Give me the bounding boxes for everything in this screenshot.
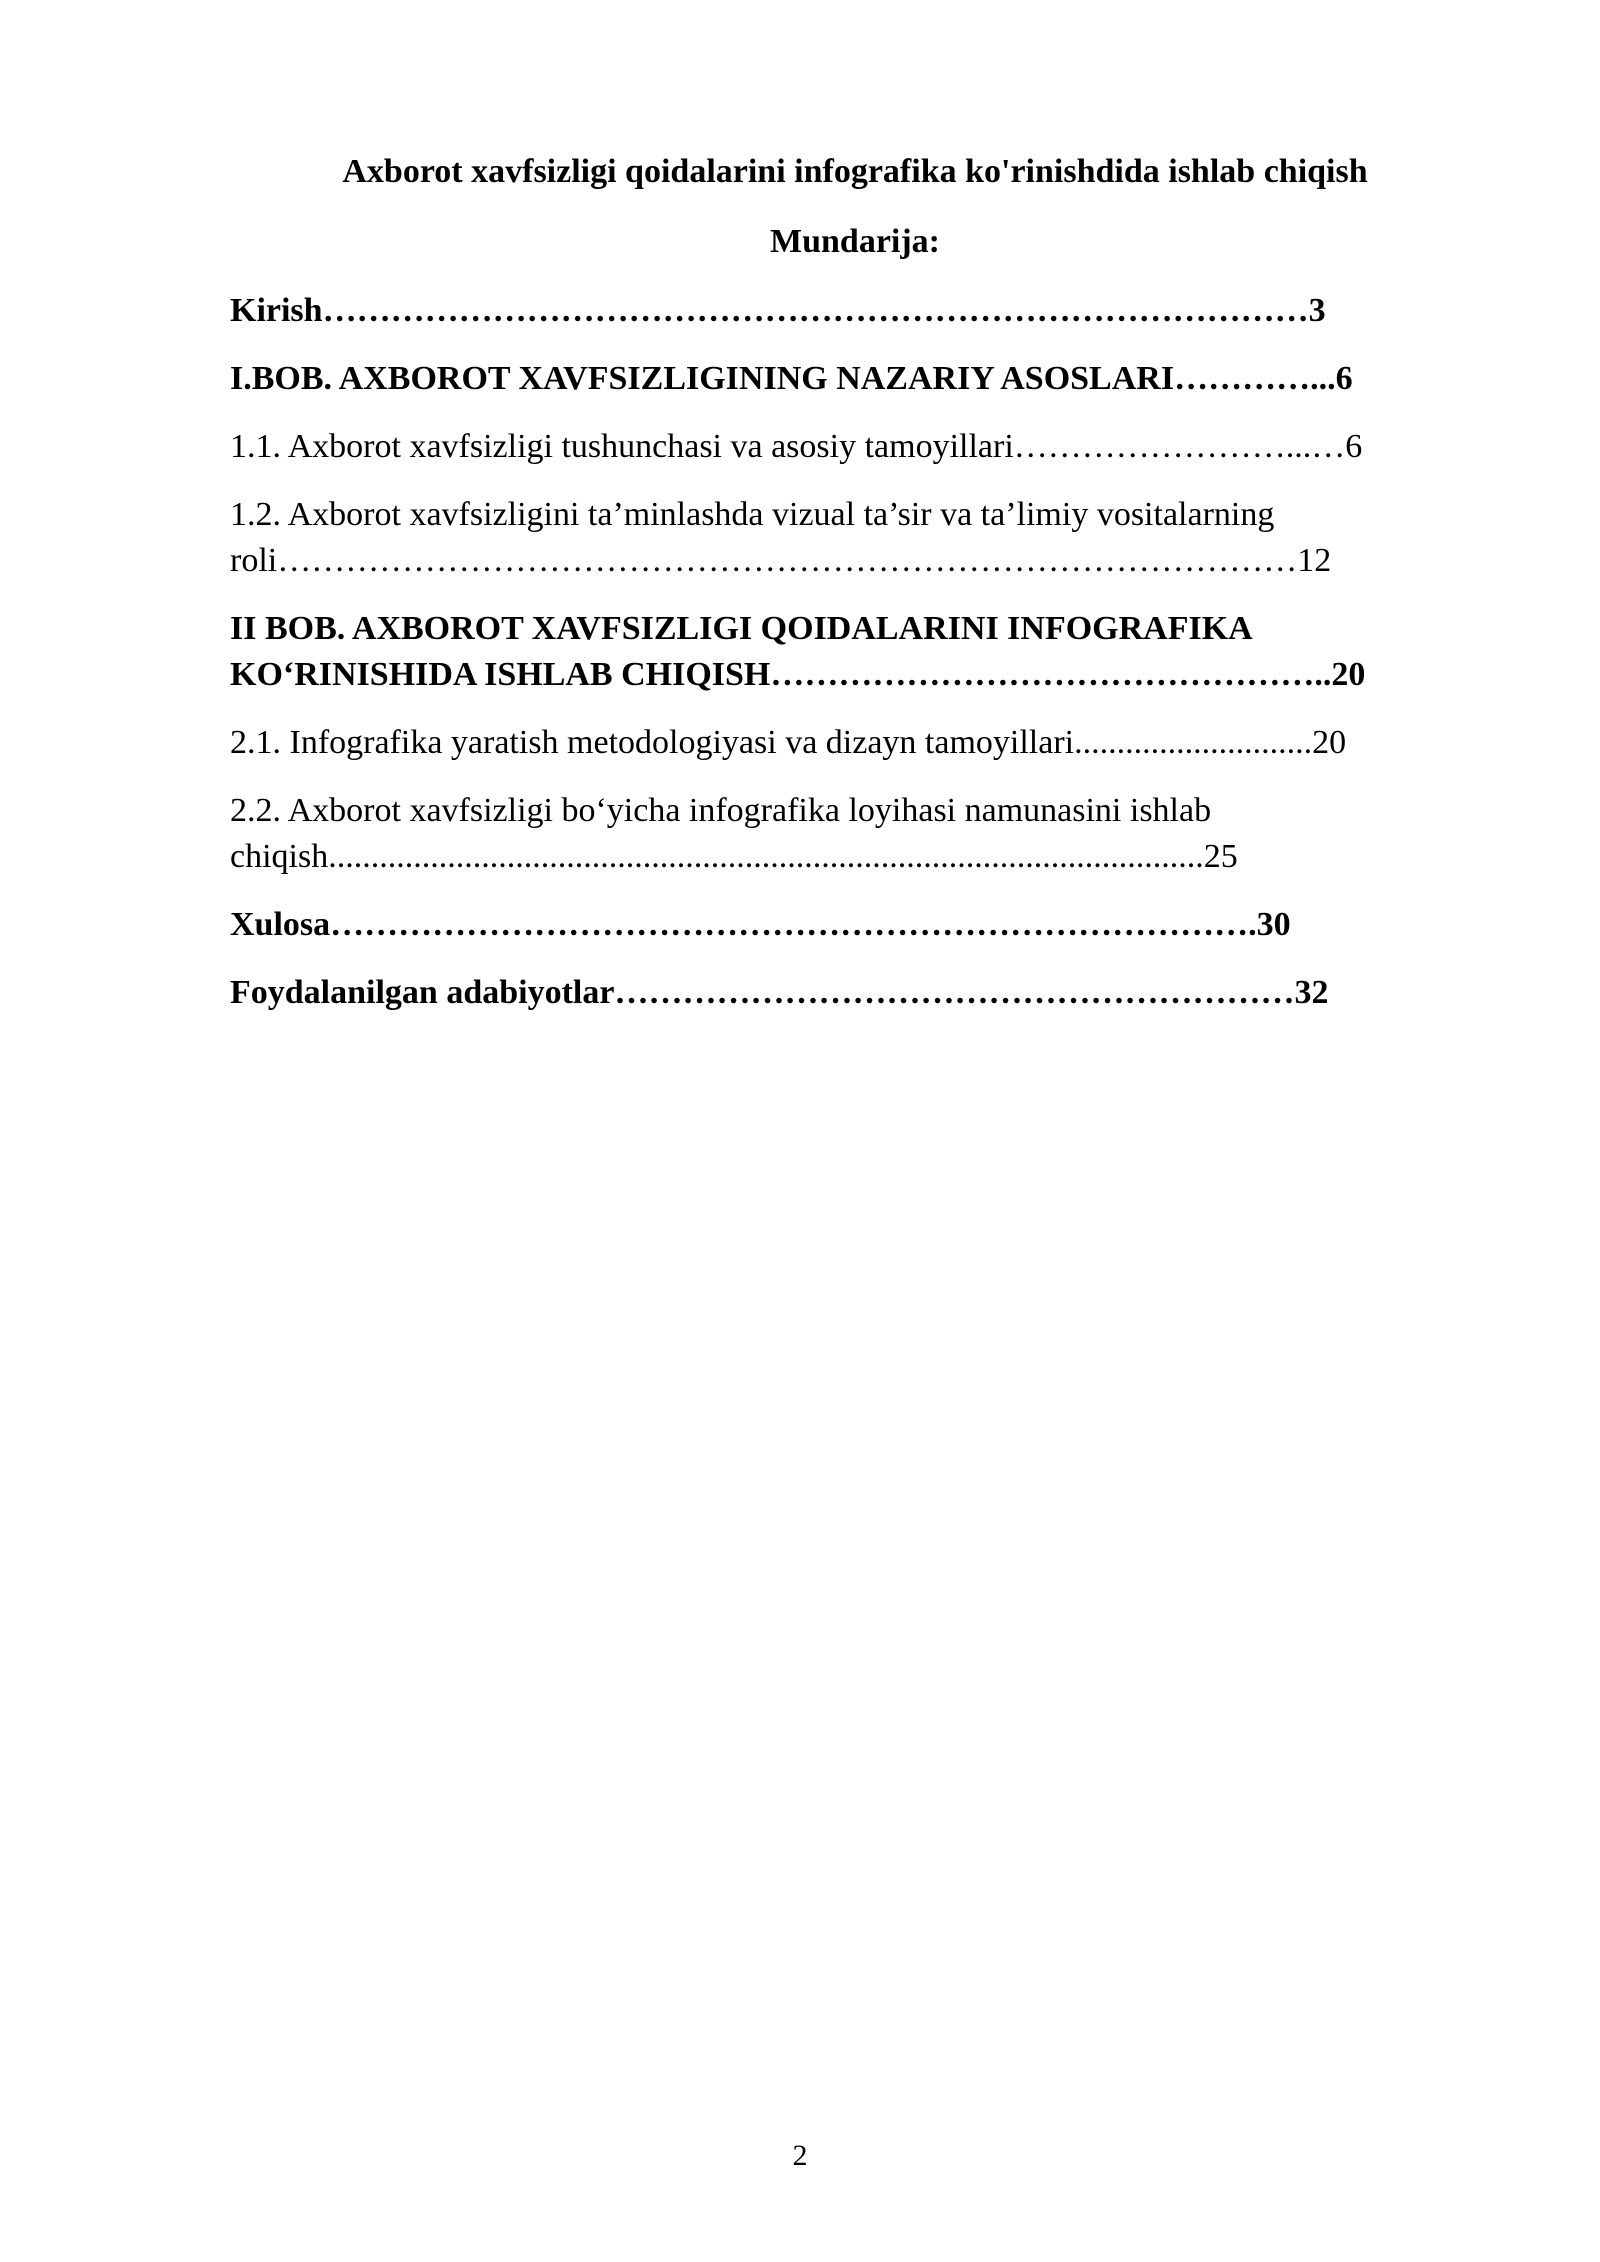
toc-entry-chapter-2: II BOB. AXBOROT XAVFSIZLIGI QOIDALARINI INFOGRAFIKA KO‘RINISHIDA ISHLAB CHIQISH…………………………………………..20 [230,610,1366,693]
table-of-contents [230,288,1492,1038]
toc-entry-section-2-1: 2.1. Infografika yaratish metodologiyasi va dizayn tamoyillari............................20 [230,724,1347,761]
toc-heading: Mundarija: [770,223,940,260]
toc-entry-introduction: Kirish……………………………………………………………………………3 [230,292,1326,329]
toc-entry-references: Foydalanilgan adabiyotlar……………………………………………………32 [230,974,1329,1011]
toc-entry-section-1-2: 1.2. Axborot xavfsizligini ta’minlashda vizual ta’sir va ta’limiy vositalarning roli………………………………………………………………………………12 [230,496,1332,579]
document-title: Axborot xavfsizligi qoidalarini infografika ko'rinishdida ishlab chiqish [342,153,1368,190]
toc-entry-section-1-1: 1.1. Axborot xavfsizligi tushunchasi va asosiy tamoyillari……………………...…6 [230,428,1363,465]
toc-entry-conclusion: Xulosa……………………………………………………………………….30 [230,906,1291,943]
toc-entry-section-2-2: 2.2. Axborot xavfsizligi bo‘yicha infografika loyihasi namunasini ishlab chiqish.......................................................................................................25 [230,792,1238,875]
page-number: 2 [792,2139,808,2172]
toc-entry-chapter-1: I.BOB. AXBOROT XAVFSIZLIGINING NAZARIY ASOSLARI…………...6 [230,360,1353,397]
